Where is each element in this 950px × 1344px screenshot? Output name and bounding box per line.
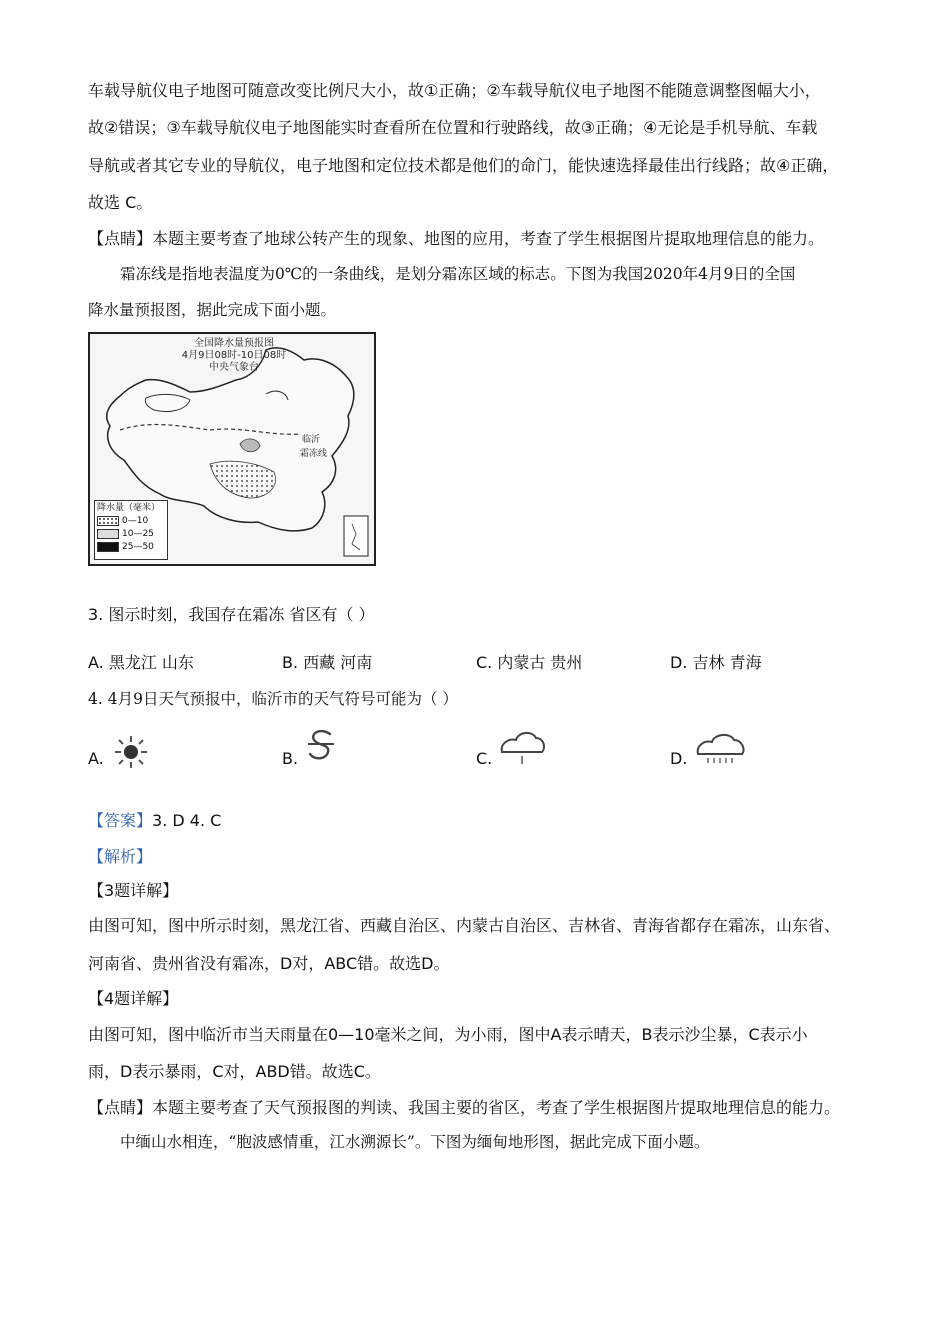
answer-line bbox=[88, 810, 221, 832]
q3-option-a: A. 黑龙江 山东 bbox=[88, 653, 194, 672]
detail-4-line: 由图可知，图中临沂市当天雨量在0—10毫米之间，为小雨，图中A表示晴天，B表示沙尘暴，C表示小 bbox=[88, 1025, 808, 1044]
q4-option-d: D. bbox=[670, 749, 688, 768]
analysis-label: 【解析】 bbox=[88, 847, 153, 866]
q4-option-c: C. bbox=[476, 749, 493, 768]
paragraph-line: 故②错误；③车载导航仪电子地图能实时查看所在位置和行驶路线，故③正确；④无论是手机导航、车载 bbox=[88, 118, 818, 137]
legend-header: 降水量（毫米） bbox=[97, 502, 161, 513]
detail-4-line: 雨，D表示暴雨，C对，ABD错。故选C。 bbox=[88, 1062, 381, 1081]
light-rain-cloud-icon bbox=[496, 728, 548, 768]
legend-row: 10—25 bbox=[95, 527, 167, 540]
legend-row: 0—10 bbox=[95, 514, 167, 527]
answer-text: 3. D 4. C bbox=[152, 811, 222, 830]
map-title: 全国降水量预报图 4月9日08时-10日08时 中央气象台 bbox=[181, 338, 287, 373]
map-label-frost-line: 霜冻线 bbox=[300, 449, 328, 459]
sun-icon bbox=[110, 732, 152, 772]
detail-4-label: 【4题详解】 bbox=[88, 989, 179, 1008]
legend-swatch-light bbox=[97, 529, 119, 539]
question-3-stem: 3. 图示时刻，我国存在霜冻 省区有（ ） bbox=[88, 605, 375, 624]
intro-line: 降水量预报图，据此完成下面小题。 bbox=[88, 301, 337, 319]
legend-swatch-dotted bbox=[97, 516, 119, 526]
q3-option-d: D. 吉林 青海 bbox=[670, 653, 762, 672]
heavy-rain-cloud-icon bbox=[692, 732, 748, 768]
intro-line: 霜冻线是指地表温度为0℃的一条曲线，是划分霜冻区域的标志。下图为我国2020年4月9日的全国 bbox=[120, 265, 796, 283]
comment-line: 【点睛】本题主要考查了天气预报图的判读、我国主要的省区，考查了学生根据图片提取地理信息的能力。 bbox=[88, 1098, 841, 1117]
paragraph-line: 导航或者其它专业的导航仪，电子地图和定位技术都是他们的命门，能快速选择最佳出行线路；故④正确， bbox=[88, 156, 839, 175]
map-legend bbox=[94, 500, 168, 560]
paragraph-line: 故选 C。 bbox=[88, 193, 153, 212]
q4-option-b: B. bbox=[282, 749, 299, 768]
map-label-linyi: 临沂 bbox=[302, 435, 321, 445]
legend-row: 25—50 bbox=[95, 540, 167, 553]
detail-3-label: 【3题详解】 bbox=[88, 881, 179, 900]
paragraph-line: 车载导航仪电子地图可随意改变比例尺大小，故①正确；②车载导航仪电子地图不能随意调整图幅大小， bbox=[88, 81, 821, 100]
question-4-stem: 4. 4月9日天气预报中，临沂市的天气符号可能为（ ） bbox=[88, 690, 458, 708]
precipitation-map bbox=[88, 332, 376, 566]
detail-3-line: 由图可知，图中所示时刻，黑龙江省、西藏自治区、内蒙古自治区、吉林省、青海省都存在霜冻，山东省、 bbox=[88, 916, 841, 935]
sandstorm-icon bbox=[304, 726, 340, 766]
detail-3-line: 河南省、贵州省没有霜冻，D对，ABC错。故选D。 bbox=[88, 954, 450, 973]
q3-option-c: C. 内蒙古 贵州 bbox=[476, 653, 583, 672]
answer-label: 【答案】 bbox=[88, 811, 153, 830]
next-intro-line: 中缅山水相连，“胞波感情重，江水溯源长”。下图为缅甸地形图，据此完成下面小题。 bbox=[120, 1133, 710, 1151]
comment-line: 【点睛】本题主要考查了地球公转产生的现象、地图的应用，考查了学生根据图片提取地理信息的能力。 bbox=[88, 229, 825, 248]
q3-option-b: B. 西藏 河南 bbox=[282, 653, 373, 672]
q4-option-a: A. bbox=[88, 749, 104, 768]
legend-swatch-dark bbox=[97, 542, 119, 552]
